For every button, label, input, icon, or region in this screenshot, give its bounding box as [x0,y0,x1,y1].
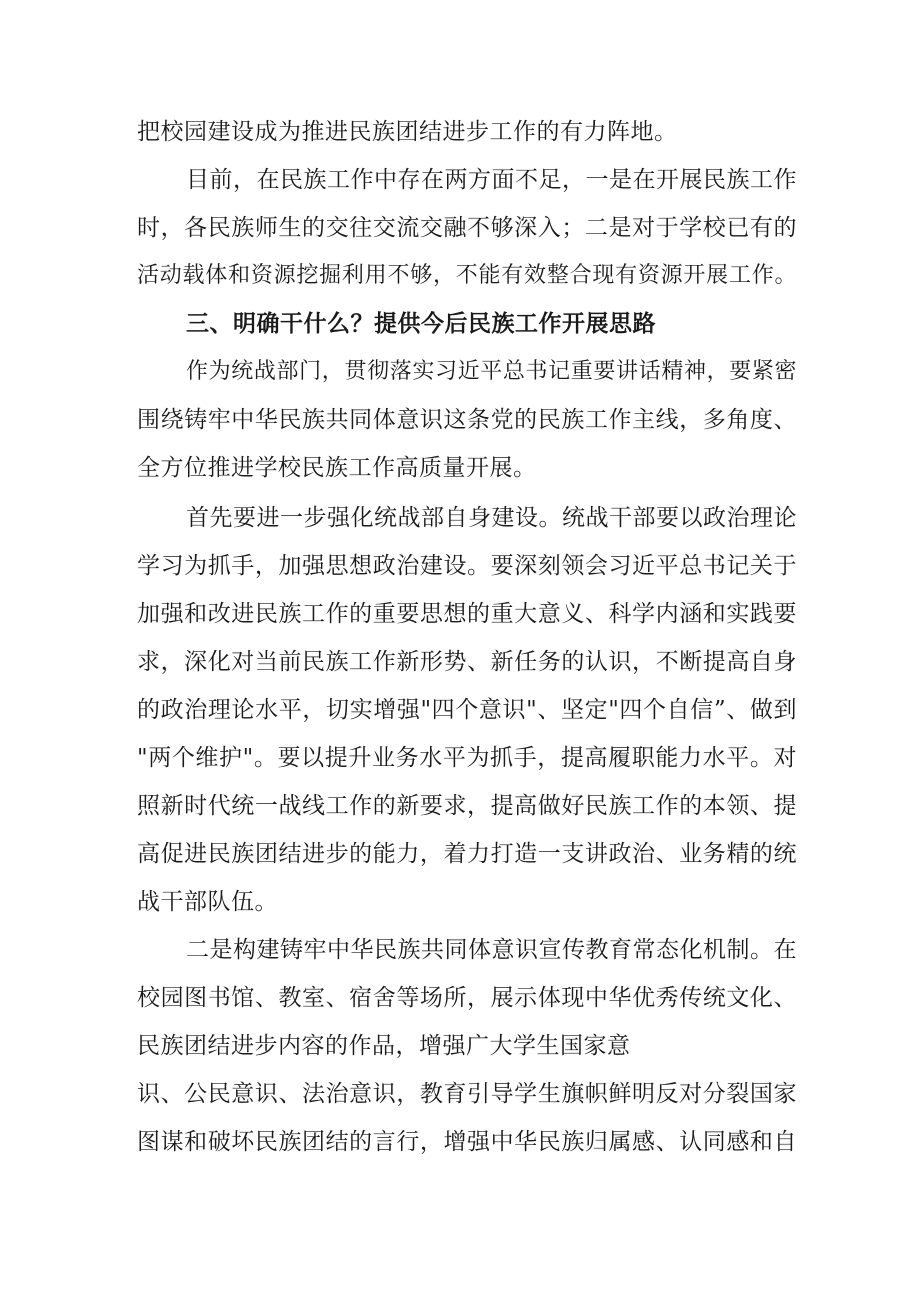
paragraph-2-line-2: 学习为抓手，加强思想政治建设。要深刻领会习近平总书记关于 [137,553,797,579]
paragraph-2-line-1: 首先要进一步强化统战部自身建设。统战干部要以政治理论 [186,505,797,531]
paragraph-1-line-1: 作为统战部门，贯彻落实习近平总书记重要讲话精神，要紧密 [186,359,797,384]
paragraph-2-line-5: 的政治理论水平，切实增强"四个意识"、坚定"四个自信”、做到 [137,697,797,723]
paragraph-3-line-1: 二是构建铸牢中华民族共同体意识宣传教育常态化机制。在 [186,937,797,963]
paragraph-2-line-8: 高促进民族团结进步的能力，着力打造一支讲政治、业务精的统 [137,841,797,867]
paragraph-2-line-4: 求，深化对当前民族工作新形势、新任务的认识，不断提高自身 [137,649,797,675]
current-state-line-1: 目前，在民族工作中存在两方面不足，一是在开展民族工作 [186,167,797,193]
section-heading: 三、明确干什么？提供今后民族工作开展思路 [186,311,656,337]
paragraph-1-line-3: 全方位推进学校民族工作高质量开展。 [137,455,537,481]
intro-line-1: 把校园建设成为推进民族团结进步工作的有力阵地。 [137,119,678,145]
paragraph-2-line-7: 照新时代统一战线工作的新要求，提高做好民族工作的本领、提 [137,793,797,819]
current-state-line-2: 时，各民族师生的交往交流交融不够深入；二是对于学校已有的 [137,215,797,241]
paragraph-2-line-6: "两个维护"。要以提升业务水平为抓手，提高履职能力水平。对 [137,745,797,771]
paragraph-3-line-3: 民族团结进步内容的作品，增强广大学生国家意 [137,1033,631,1059]
paragraph-2-line-9: 战干部队伍。 [137,889,278,915]
paragraph-3-line-4: 识、公民意识、法治意识，教育引导学生旗帜鲜明反对分裂国家 [137,1081,797,1107]
paragraph-3-line-5: 图谋和破坏民族团结的言行，增强中华民族归属感、认同感和自 [137,1129,797,1155]
paragraph-3-line-2: 校园图书馆、教室、宿舍等场所，展示体现中华优秀传统文化、 [137,985,797,1011]
paragraph-2-line-3: 加强和改进民族工作的重要思想的重大意义、科学内涵和实践要 [137,601,797,627]
current-state-line-3: 活动载体和资源挖掘利用不够，不能有效整合现有资源开展工作。 [137,263,797,288]
paragraph-1-line-2: 围绕铸牢中华民族共同体意识这条党的民族工作主线，多角度、 [137,407,797,433]
